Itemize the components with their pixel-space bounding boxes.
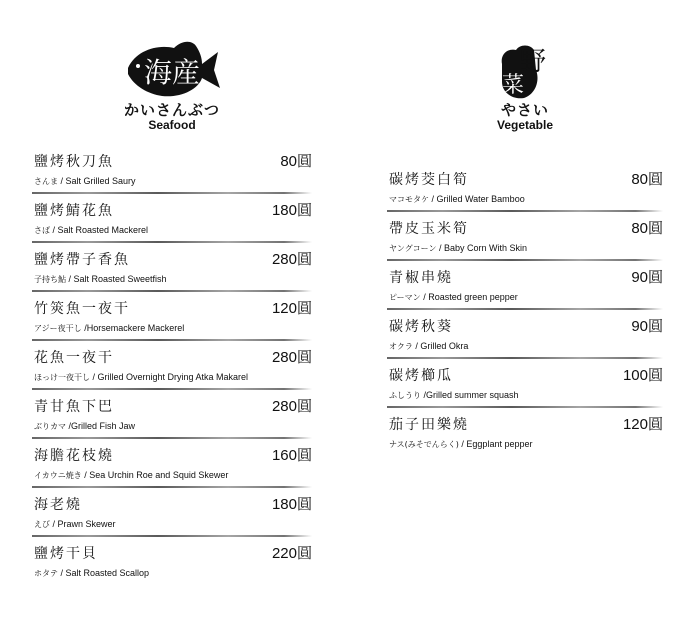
item-en: / Grilled Okra bbox=[412, 341, 469, 351]
item-price: 220圓 bbox=[271, 545, 312, 562]
brush-divider bbox=[387, 308, 663, 310]
vegetable-logo-icon bbox=[490, 40, 560, 102]
item-subtitle bbox=[389, 291, 518, 304]
item-jp: ヤングコーン bbox=[389, 244, 437, 253]
item-name: 海膽花枝燒 bbox=[34, 448, 114, 464]
menu-item bbox=[32, 447, 312, 496]
item-subtitle bbox=[389, 242, 527, 255]
item-name: 青甘魚下巴 bbox=[34, 399, 114, 415]
item-en: / Salt Roasted Scallop bbox=[58, 568, 150, 578]
item-subtitle bbox=[34, 518, 116, 531]
brush-divider bbox=[32, 290, 312, 292]
item-name: 鹽烤帶子香魚 bbox=[34, 252, 130, 268]
item-subtitle bbox=[34, 175, 136, 188]
item-name: 碳烤秋葵 bbox=[389, 319, 453, 335]
item-price: 90圓 bbox=[631, 318, 663, 335]
item-jp: マコモタケ bbox=[389, 195, 429, 204]
item-en: / Salt Grilled Saury bbox=[58, 176, 136, 186]
item-jp: オクラ bbox=[389, 342, 413, 351]
item-jp: ぶりカマ bbox=[34, 422, 66, 431]
item-name: 鹽烤干貝 bbox=[34, 546, 98, 562]
item-en: / Salt Roasted Mackerel bbox=[50, 225, 149, 235]
vegetable-title-jp: やさい bbox=[500, 101, 549, 119]
menu-item bbox=[32, 251, 312, 300]
item-jp: さんま bbox=[34, 177, 58, 186]
brush-divider bbox=[387, 406, 663, 408]
item-en: / Grilled Overnight Drying Atka Makarel bbox=[90, 372, 249, 382]
vegetable-menu-list bbox=[387, 171, 663, 465]
item-en: / Roasted green pepper bbox=[420, 292, 518, 302]
item-en: /Horsemackere Mackerel bbox=[81, 323, 185, 333]
brush-divider bbox=[387, 357, 663, 359]
item-subtitle bbox=[34, 224, 148, 237]
menu-item bbox=[387, 318, 663, 367]
item-price: 80圓 bbox=[631, 220, 663, 237]
seafood-header bbox=[32, 38, 312, 132]
item-en: / Sea Urchin Roe and Squid Skewer bbox=[81, 470, 229, 480]
item-price: 180圓 bbox=[271, 496, 312, 513]
item-name: 茄子田樂燒 bbox=[389, 417, 469, 433]
vegetable-logo-kanji-1: 野 bbox=[520, 47, 547, 77]
item-subtitle bbox=[34, 322, 184, 335]
brush-divider bbox=[32, 437, 312, 439]
brush-divider bbox=[32, 192, 312, 194]
item-subtitle bbox=[34, 469, 228, 482]
item-en: /Grilled Fish Jaw bbox=[66, 421, 136, 431]
item-price: 100圓 bbox=[622, 367, 663, 384]
item-price: 160圓 bbox=[271, 447, 312, 464]
item-subtitle bbox=[34, 371, 248, 384]
item-name: 海老燒 bbox=[34, 497, 82, 513]
brush-divider bbox=[32, 388, 312, 390]
item-name: 鹽烤秋刀魚 bbox=[34, 154, 114, 170]
menu-item bbox=[387, 171, 663, 220]
menu-item bbox=[32, 349, 312, 398]
brush-divider bbox=[32, 339, 312, 341]
item-en: / Eggplant pepper bbox=[458, 439, 533, 449]
item-name: 花魚一夜干 bbox=[34, 350, 114, 366]
item-jp: イカウニ焼き bbox=[34, 471, 82, 480]
seafood-logo-kanji: 海産 bbox=[144, 56, 201, 89]
item-price: 120圓 bbox=[622, 416, 663, 433]
item-en: /Grilled summer squash bbox=[421, 390, 519, 400]
menu-item bbox=[32, 300, 312, 349]
brush-divider bbox=[32, 486, 312, 488]
item-en: / Prawn Skewer bbox=[50, 519, 116, 529]
item-en: / Grilled Water Bamboo bbox=[429, 194, 525, 204]
menu-item bbox=[387, 367, 663, 416]
item-en: / Salt Roasted Sweetfish bbox=[66, 274, 167, 284]
item-price: 180圓 bbox=[271, 202, 312, 219]
seafood-title-en: Seafood bbox=[148, 118, 196, 132]
fish-logo-icon bbox=[122, 38, 222, 102]
item-price: 280圓 bbox=[271, 398, 312, 415]
menu-item bbox=[387, 220, 663, 269]
item-jp: ほっけ一夜干し bbox=[34, 373, 90, 382]
item-jp: 子持ち鮎 bbox=[34, 275, 66, 284]
item-subtitle bbox=[34, 567, 149, 580]
item-name: 碳烤櫛瓜 bbox=[389, 368, 453, 384]
vegetable-header bbox=[387, 40, 663, 132]
item-jp: ふしうり bbox=[389, 391, 421, 400]
item-jp: さば bbox=[34, 226, 50, 235]
item-price: 280圓 bbox=[271, 349, 312, 366]
item-name: 帶皮玉米筍 bbox=[389, 221, 469, 237]
item-jp: えび bbox=[34, 520, 50, 529]
menu-item bbox=[387, 416, 663, 465]
item-subtitle bbox=[389, 438, 532, 451]
item-name: 青椒串燒 bbox=[389, 270, 453, 286]
item-price: 120圓 bbox=[271, 300, 312, 317]
item-price: 90圓 bbox=[631, 269, 663, 286]
brush-divider bbox=[32, 535, 312, 537]
menu-item bbox=[387, 269, 663, 318]
item-jp: ホタテ bbox=[34, 569, 58, 578]
item-subtitle bbox=[389, 193, 525, 206]
item-price: 80圓 bbox=[280, 153, 312, 170]
seafood-title-jp: かいさんぶつ bbox=[123, 101, 220, 119]
vegetable-logo-kanji-2: 菜 bbox=[502, 73, 525, 98]
item-jp: ピーマン bbox=[389, 293, 421, 302]
item-price: 80圓 bbox=[631, 171, 663, 188]
menu-item bbox=[32, 202, 312, 251]
item-subtitle bbox=[34, 420, 135, 433]
vegetable-title-en: Vegetable bbox=[496, 118, 554, 132]
item-name: 碳烤茭白筍 bbox=[389, 172, 469, 188]
brush-divider bbox=[387, 210, 663, 212]
item-name: 鹽烤鯖花魚 bbox=[34, 203, 114, 219]
item-subtitle bbox=[389, 389, 519, 402]
item-name: 竹筴魚一夜干 bbox=[34, 301, 130, 317]
item-jp: ナス(みそでんらく) bbox=[389, 440, 459, 449]
menu-item bbox=[32, 153, 312, 202]
menu-item bbox=[32, 496, 312, 545]
item-en: / Baby Corn With Skin bbox=[436, 243, 527, 253]
item-subtitle bbox=[34, 273, 167, 286]
item-jp: アジー夜干し bbox=[34, 324, 82, 333]
seafood-menu-list bbox=[32, 153, 312, 594]
menu-item bbox=[32, 545, 312, 594]
item-price: 280圓 bbox=[271, 251, 312, 268]
brush-divider bbox=[32, 241, 312, 243]
menu-item bbox=[32, 398, 312, 447]
brush-divider bbox=[387, 259, 663, 261]
item-subtitle bbox=[389, 340, 468, 353]
